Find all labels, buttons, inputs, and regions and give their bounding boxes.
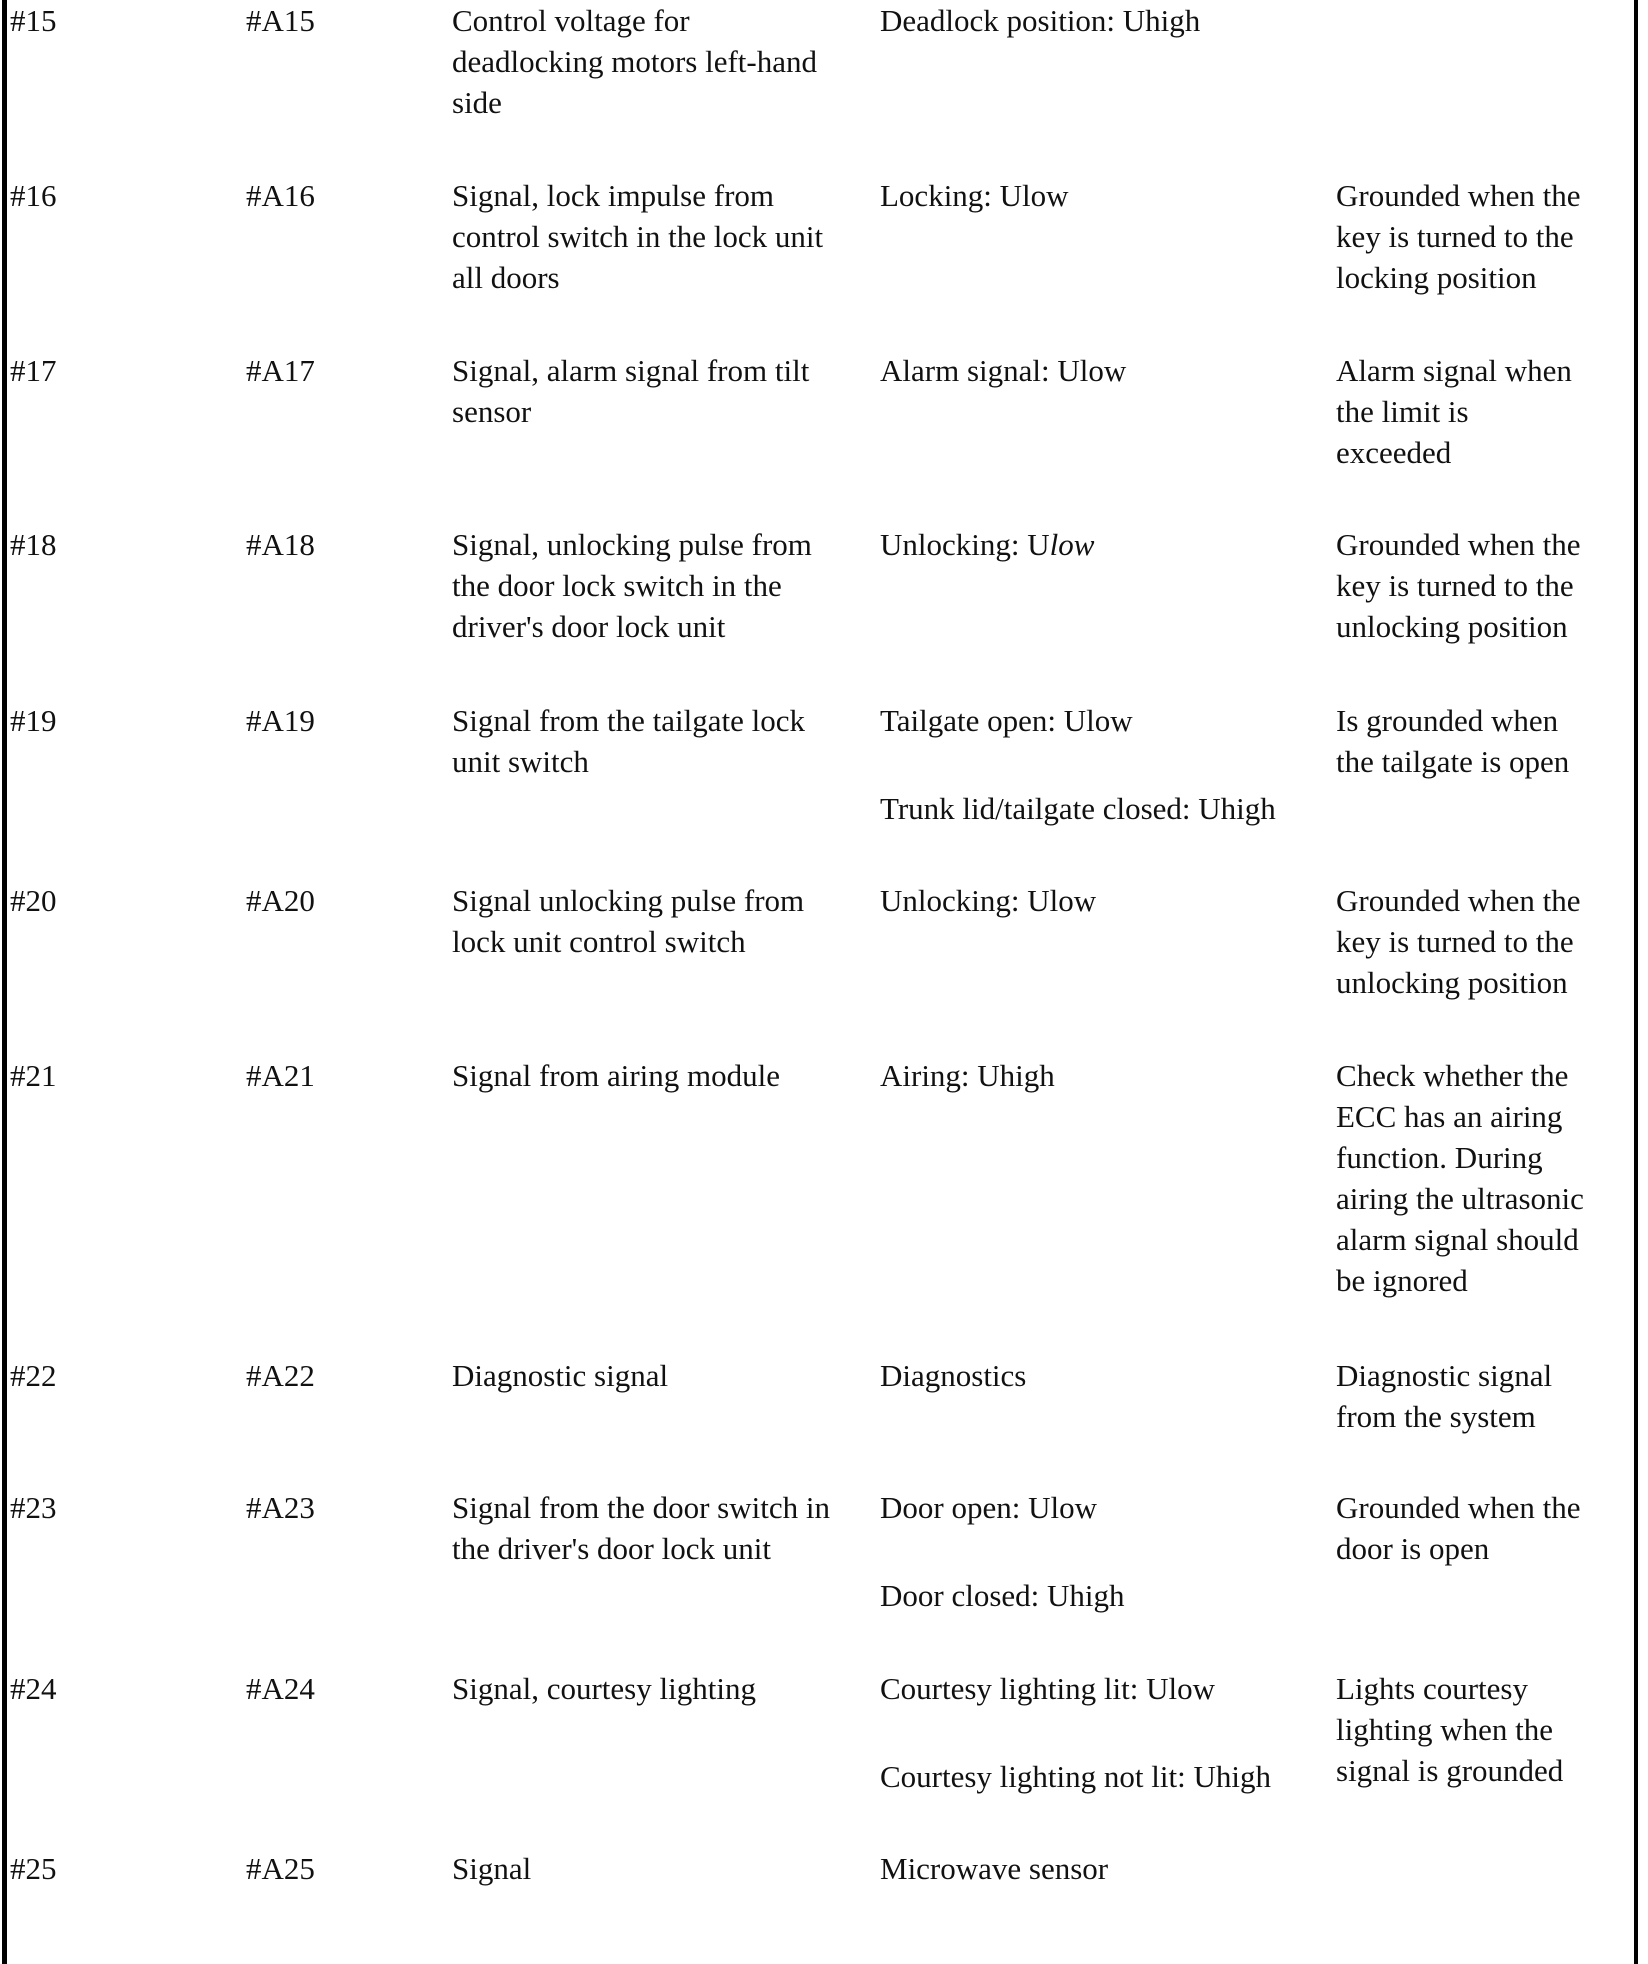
value-line [880,1848,1340,1889]
cell-line: #19 [10,703,57,738]
code-cell [246,0,446,41]
note-cell [1336,880,1626,1003]
cell-line: sensor [452,394,532,429]
cell-line: #20 [10,883,57,918]
note-cell [1336,524,1626,647]
cell-line: #21 [10,1058,57,1093]
cell-line: locking position [1336,260,1537,295]
cell-line: signal is grounded [1336,1753,1564,1788]
cell-line: #22 [10,1358,57,1393]
description-cell [452,524,884,647]
cell-line: control switch in the lock unit [452,219,824,254]
cell-line: key is turned to the [1336,568,1574,603]
cell-line: from the system [1336,1399,1536,1434]
value-cell [880,1848,1340,1889]
table-right-border [1634,0,1638,1964]
cell-line: Lights courtesy [1336,1671,1528,1706]
pin-cell [10,524,230,565]
description-cell [452,350,884,432]
pin-cell [10,1848,230,1889]
cell-line: Signal, courtesy lighting [452,1671,756,1706]
value-text: Airing: Uhigh [880,1058,1055,1093]
description-cell [452,1668,884,1709]
cell-line: deadlocking motors left-hand [452,44,818,79]
note-cell [1336,350,1626,473]
value-cell [880,0,1340,41]
cell-line: #25 [10,1851,57,1886]
description-cell [452,1487,884,1569]
cell-line: #A21 [246,1058,315,1093]
cell-line: Signal [452,1851,532,1886]
value-line [880,788,1340,829]
description-cell [452,175,884,298]
cell-line: lighting when the [1336,1712,1553,1747]
value-line [880,175,1340,216]
cell-line: #18 [10,527,57,562]
cell-line: #15 [10,3,57,38]
description-cell [452,700,884,782]
code-cell [246,175,446,216]
value-line [880,524,1340,565]
value-cell [880,524,1340,565]
cell-line: Diagnostic signal [452,1358,669,1393]
value-line [880,1756,1340,1797]
cell-line: #17 [10,353,57,388]
cell-line: unlocking position [1336,609,1568,644]
value-cell [880,880,1340,921]
code-cell [246,1848,446,1889]
cell-line: Diagnostic signal [1336,1358,1553,1393]
pin-cell [10,0,230,41]
value-line [880,1575,1340,1616]
cell-line: Signal, alarm signal from tilt [452,353,810,388]
cell-line: Grounded when the [1336,178,1581,213]
value-cell [880,1668,1340,1797]
cell-line: Signal from the tailgate lock [452,703,805,738]
cell-line: Control voltage for [452,3,690,38]
note-cell [1336,1055,1626,1301]
cell-line: Alarm signal when [1336,353,1572,388]
value-text: Courtesy lighting lit: Ulow [880,1671,1215,1706]
cell-line: the tailgate is open [1336,744,1570,779]
cell-line: alarm signal should [1336,1222,1579,1257]
table-left-border [2,0,7,1964]
cell-line: #24 [10,1671,57,1706]
value-cell [880,1355,1340,1396]
cell-line: key is turned to the [1336,924,1574,959]
description-cell [452,1355,884,1396]
description-cell [452,1055,884,1096]
cell-line: #A20 [246,883,315,918]
note-cell [1336,1487,1626,1569]
note-cell [1336,700,1626,782]
cell-line: #A19 [246,703,315,738]
cell-line: #23 [10,1490,57,1525]
cell-line: Grounded when the [1336,527,1581,562]
code-cell [246,1668,446,1709]
value-text: Alarm signal: Ulow [880,353,1127,388]
value-text: Deadlock position: Uhigh [880,3,1201,38]
value-line [880,1355,1340,1396]
cell-line: unlocking position [1336,965,1568,1000]
value-text: Unlocking: U [880,527,1050,562]
value-text: Door closed: Uhigh [880,1578,1125,1613]
description-cell [452,0,884,123]
value-line [880,700,1340,741]
cell-line: Grounded when the [1336,1490,1581,1525]
cell-line: Is grounded when [1336,703,1559,738]
code-cell [246,350,446,391]
value-line [880,880,1340,921]
cell-line: Check whether the [1336,1058,1569,1093]
cell-line: #A22 [246,1358,315,1393]
value-text: Courtesy lighting not lit: Uhigh [880,1759,1271,1794]
cell-line: #A24 [246,1671,315,1706]
pin-cell [10,1355,230,1396]
value-cell [880,175,1340,216]
code-cell [246,524,446,565]
cell-line: Grounded when the [1336,883,1581,918]
cell-line: be ignored [1336,1263,1468,1298]
pin-cell [10,1487,230,1528]
value-line [880,1055,1340,1096]
cell-line: #A17 [246,353,315,388]
pin-cell [10,350,230,391]
value-text: Diagnostics [880,1358,1027,1393]
cell-line: #A18 [246,527,315,562]
cell-line: #A25 [246,1851,315,1886]
value-text-italic: low [1049,527,1095,562]
code-cell [246,1055,446,1096]
cell-line: #A16 [246,178,315,213]
cell-line: driver's door lock unit [452,609,726,644]
description-cell [452,880,884,962]
cell-line: Signal unlocking pulse from [452,883,805,918]
value-cell [880,700,1340,829]
pin-cell [10,1668,230,1709]
value-text: Locking: Ulow [880,178,1069,213]
description-cell [452,1848,884,1889]
cell-line: unit switch [452,744,589,779]
cell-line: Signal from the door switch in [452,1490,830,1525]
value-text: Tailgate open: Ulow [880,703,1133,738]
cell-line: #A15 [246,3,315,38]
cell-line: exceeded [1336,435,1452,470]
value-line [880,1668,1340,1709]
cell-line: Signal, lock impulse from [452,178,775,213]
cell-line: lock unit control switch [452,924,746,959]
cell-line: the driver's door lock unit [452,1531,771,1566]
cell-line: #A23 [246,1490,315,1525]
code-cell [246,880,446,921]
cell-line: Signal, unlocking pulse from [452,527,812,562]
cell-line: the door lock switch in the [452,568,782,603]
value-text: Door open: Ulow [880,1490,1097,1525]
cell-line: door is open [1336,1531,1490,1566]
pin-cell [10,1055,230,1096]
cell-line: function. During [1336,1140,1543,1175]
cell-line: ECC has an airing [1336,1099,1563,1134]
value-line [880,350,1340,391]
note-cell [1336,1355,1626,1437]
value-line [880,0,1340,41]
note-cell [1336,1668,1626,1791]
value-cell [880,1487,1340,1616]
pin-cell [10,175,230,216]
value-text: Unlocking: Ulow [880,883,1097,918]
value-cell [880,1055,1340,1096]
code-cell [246,1355,446,1396]
cell-line: the limit is [1336,394,1469,429]
pin-cell [10,880,230,921]
cell-line: airing the ultrasonic [1336,1181,1584,1216]
code-cell [246,700,446,741]
note-cell [1336,175,1626,298]
cell-line: key is turned to the [1336,219,1574,254]
cell-line: #16 [10,178,57,213]
cell-line: side [452,85,502,120]
value-text: Trunk lid/tailgate closed: Uhigh [880,791,1276,826]
cell-line: all doors [452,260,560,295]
value-cell [880,350,1340,391]
cell-line: Signal from airing module [452,1058,781,1093]
pin-cell [10,700,230,741]
value-text: Microwave sensor [880,1851,1109,1886]
value-line [880,1487,1340,1528]
code-cell [246,1487,446,1528]
